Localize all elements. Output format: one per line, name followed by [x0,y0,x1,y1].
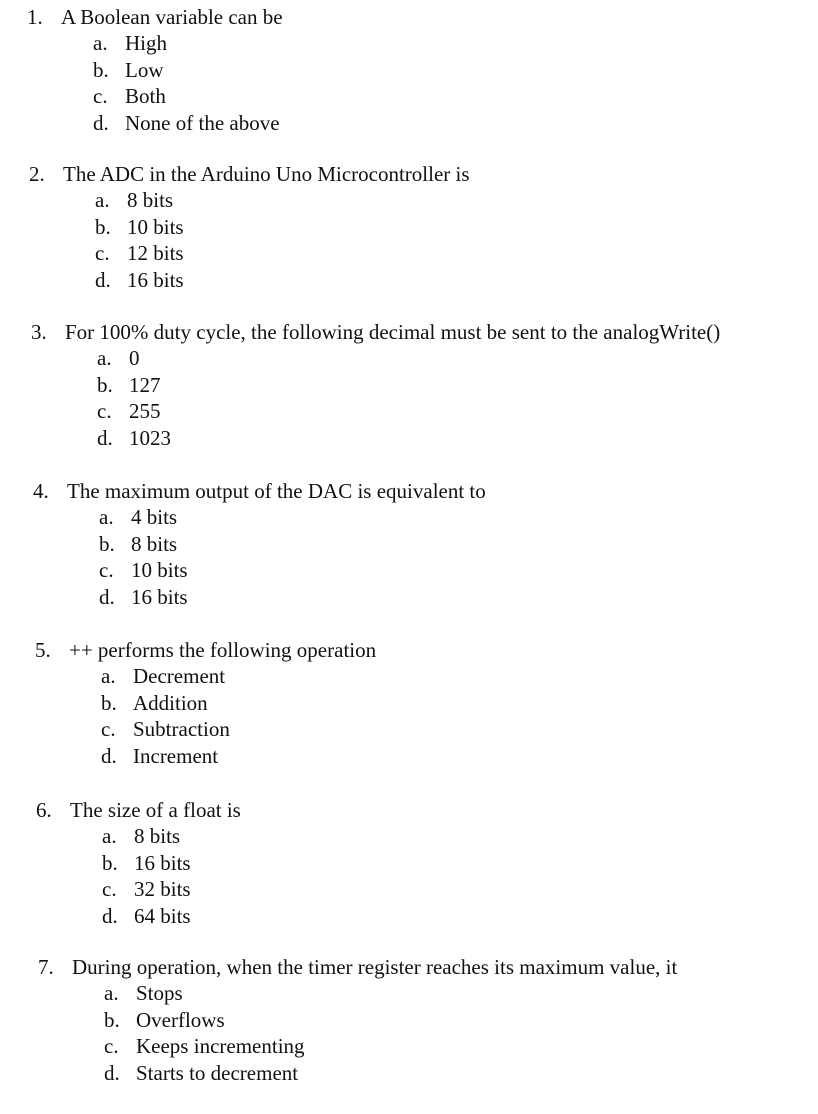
option-text: 1023 [129,425,171,450]
option-letter: d. [99,584,115,609]
option-letter: b. [101,690,117,715]
option-d [97,425,720,452]
question-6 [36,797,241,929]
option-letter: d. [95,267,111,292]
question-text: The ADC in the Arduino Uno Microcontroller is [63,162,470,186]
option-text: 4 bits [131,505,178,529]
option-letter: c. [102,877,117,902]
question-1 [27,4,283,136]
option-list [102,823,241,929]
option-c [95,240,470,267]
question-4 [33,478,486,610]
option-letter: c. [104,1034,119,1059]
option-letter: b. [97,372,113,397]
option-letter: c. [95,241,110,266]
option-text: 127 [129,372,161,397]
option-text: Keeps incrementing [136,1034,305,1059]
option-letter: d. [93,110,109,135]
option-text: High [125,31,167,55]
option-letter: d. [97,425,113,450]
option-text: 8 bits [131,531,178,556]
option-list [101,663,376,769]
option-c [99,557,486,584]
option-text: 255 [129,399,161,424]
option-letter: b. [99,531,115,556]
option-text: 10 bits [131,558,188,583]
question-number: 1. [27,5,43,29]
option-b [101,690,376,717]
option-letter: c. [93,84,108,109]
option-text: 0 [129,346,140,370]
option-b [95,214,470,241]
option-letter: a. [101,664,116,688]
question-number: 5. [35,638,51,662]
option-d [102,903,241,930]
option-letter: b. [104,1007,120,1032]
option-list [95,187,470,293]
option-a [102,823,241,850]
question-text: A Boolean variable can be [61,5,283,29]
option-letter: a. [102,824,117,848]
option-d [99,584,486,611]
option-letter: b. [102,850,118,875]
option-letter: b. [95,214,111,239]
question-stem [36,797,241,823]
option-letter: d. [101,743,117,768]
option-a [95,187,470,214]
option-text: Addition [133,690,208,715]
option-b [93,57,283,84]
option-a [93,30,283,57]
option-text: 32 bits [134,877,191,902]
option-letter: b. [93,57,109,82]
option-text: 8 bits [134,824,181,848]
question-text: For 100% duty cycle, the following decimal must be sent to the analogWrite() [65,320,721,344]
question-number: 4. [33,479,49,503]
option-a [99,504,486,531]
question-stem [27,4,283,30]
option-text: Starts to decrement [136,1060,299,1085]
question-3 [31,319,720,451]
option-text: Subtraction [133,717,230,742]
option-text: None of the above [125,110,280,135]
question-text: The size of a float is [70,798,241,822]
option-letter: a. [99,505,114,529]
question-text: ++ performs the following operation [69,638,377,662]
option-a [97,345,720,372]
question-number: 2. [29,162,45,186]
option-c [104,1033,677,1060]
option-b [102,850,241,877]
option-text: 16 bits [134,850,191,875]
option-list [97,345,720,451]
question-stem [35,637,376,663]
question-7 [38,954,677,1086]
option-list [104,980,677,1086]
option-letter: a. [95,188,110,212]
option-letter: d. [104,1060,120,1085]
option-text: 8 bits [127,188,174,212]
question-2 [29,161,470,293]
option-list [99,504,486,610]
option-a [104,980,677,1007]
option-text: 12 bits [127,241,184,266]
option-text: Both [125,84,166,109]
option-list [93,30,283,136]
question-text: The maximum output of the DAC is equivalent to [67,479,486,503]
option-letter: a. [93,31,108,55]
option-c [97,398,720,425]
option-text: 16 bits [127,267,184,292]
option-b [99,531,486,558]
option-d [101,743,376,770]
option-letter: c. [97,399,112,424]
option-c [102,876,241,903]
question-5 [35,637,376,769]
option-b [104,1007,677,1034]
question-stem [31,319,720,345]
option-letter: a. [97,346,112,370]
option-letter: c. [101,717,116,742]
question-number: 3. [31,320,47,344]
question-stem [38,954,677,980]
question-number: 7. [38,955,54,979]
option-d [93,110,283,137]
option-text: 64 bits [134,903,191,928]
option-c [101,716,376,743]
option-letter: c. [99,558,114,583]
option-text: 16 bits [131,584,188,609]
option-a [101,663,376,690]
option-c [93,83,283,110]
option-text: Decrement [133,664,226,688]
option-letter: d. [102,903,118,928]
option-text: Overflows [136,1007,225,1032]
option-b [97,372,720,399]
question-number: 6. [36,798,52,822]
option-letter: a. [104,981,119,1005]
question-stem [29,161,470,187]
option-d [104,1060,677,1087]
option-d [95,267,470,294]
option-text: Stops [136,981,183,1005]
option-text: 10 bits [127,214,184,239]
question-text: During operation, when the timer register reaches its maximum value, it [72,955,678,979]
option-text: Low [125,57,164,82]
option-text: Increment [133,743,219,768]
question-stem [33,478,486,504]
